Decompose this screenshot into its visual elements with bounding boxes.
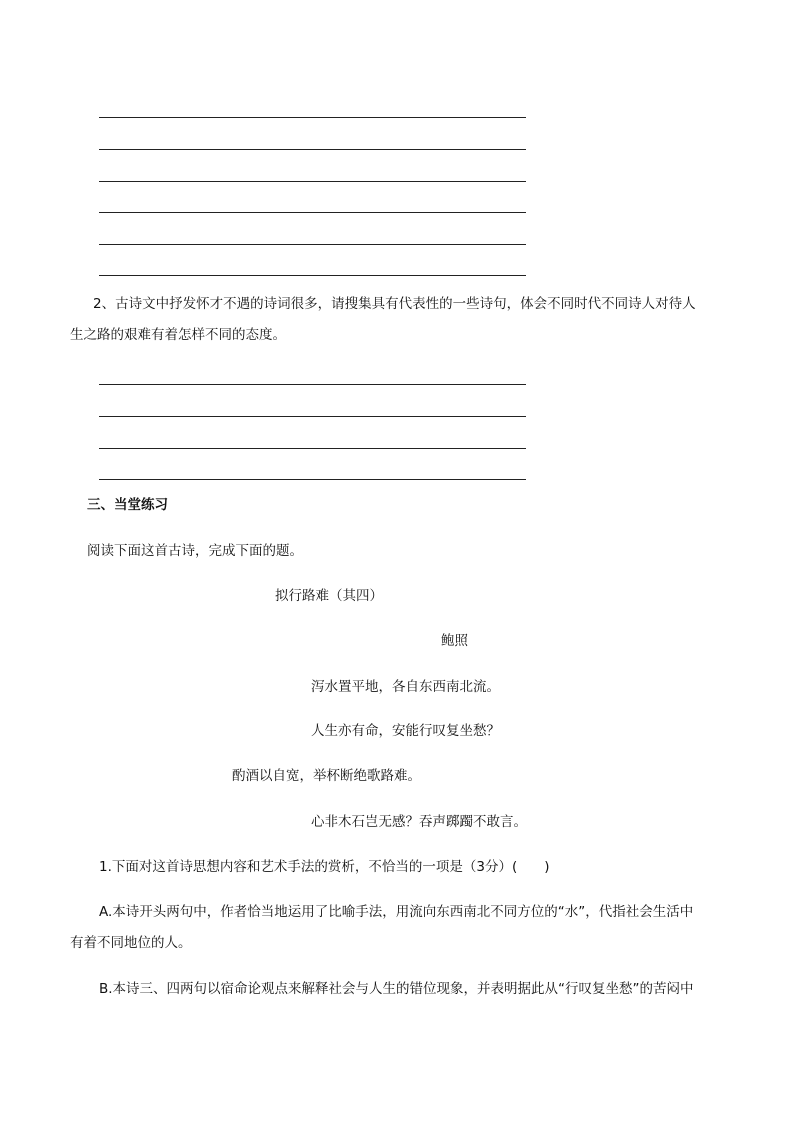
question-stem: 1.下面对这首诗思想内容和艺术手法的赏析，不恰当的一项是（3分）( ) (99, 859, 550, 875)
answer-line (99, 149, 526, 150)
answer-line (99, 416, 526, 417)
option-a-line1: A.本诗开头两句中，作者恰当地运用了比喻手法，用流向东西南北不同方位的“水”，代指社会生活中 (99, 904, 694, 920)
answer-line (99, 244, 526, 245)
question-2-text-line2: 生之路的艰难有着怎样不同的态度。 (70, 327, 286, 343)
option-a-line2: 有着不同地位的人。 (70, 935, 192, 951)
answer-line (99, 448, 526, 449)
answer-line (99, 212, 526, 213)
section-heading: 三、当堂练习 (87, 497, 168, 513)
reading-instruction: 阅读下面这首古诗，完成下面的题。 (87, 543, 303, 559)
poem-line: 人生亦有命，安能行叹复坐愁？ (311, 723, 500, 739)
option-b-line1: B.本诗三、四两句以宿命论观点来解释社会与人生的错位现象，并表明据此从“行叹复坐愁”的苦闷中 (99, 981, 694, 997)
question-2-text-line1: 2、古诗文中抒发怀才不遇的诗词很多，请搜集具有代表性的一些诗句，体会不同时代不同诗人对待人 (93, 296, 696, 312)
answer-line (99, 275, 526, 276)
answer-line (99, 479, 526, 480)
poem-title: 拟行路难（其四） (275, 588, 383, 604)
poem-line: 心非木石岂无感？吞声踯躅不敢言。 (311, 814, 527, 830)
answer-line (99, 181, 526, 182)
answer-line (99, 117, 526, 118)
answer-line (99, 384, 526, 385)
poem-line: 泻水置平地，各自东西南北流。 (311, 679, 500, 695)
poem-line: 酌酒以自宽，举杯断绝歌路难。 (232, 768, 421, 784)
poem-author: 鲍照 (441, 633, 468, 649)
